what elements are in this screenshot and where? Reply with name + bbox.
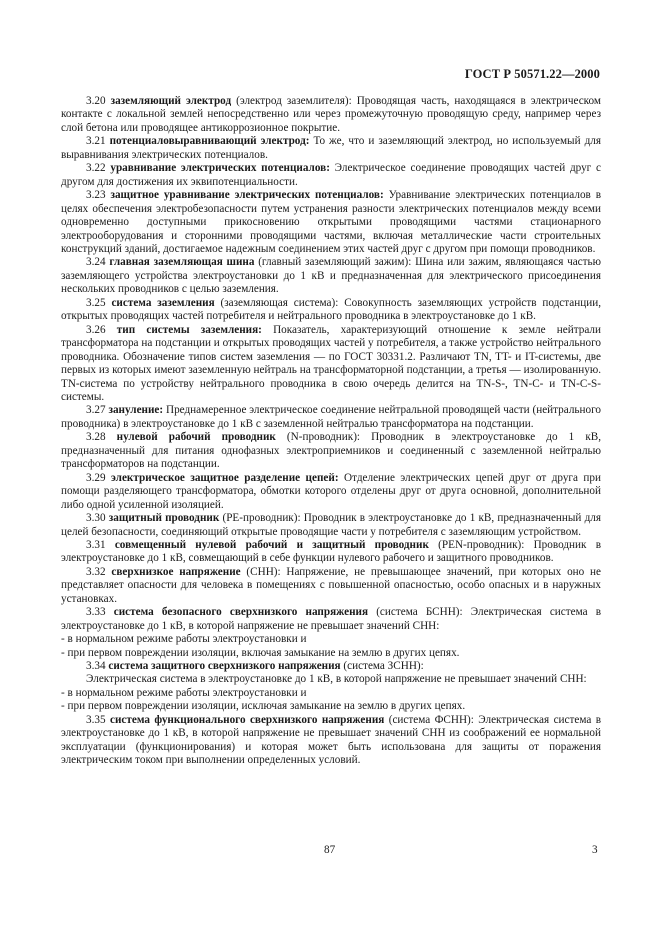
clause-number: 3.29 (86, 471, 106, 484)
term: совмещенный нулевой рабочий и защитный проводник (114, 538, 429, 551)
clause-number: 3.28 (86, 431, 106, 444)
definition: (N-проводник): Проводник в электроустановке до 1 кВ, предназначенный для питания однофазных электроприемников и соединенный с заземленной нейтралью трансформаторов на подстанции. (61, 431, 602, 471)
definition: (главный заземляющий зажим): Шина или зажим, являющаяся частью заземляющего устройства электроустановки до 1 кВ и предназначенная для электрического присоединения нескольких проводников с целью заземления. (61, 256, 601, 296)
clause-number: 3.34 (86, 660, 106, 673)
term: система защитного сверхнизкого напряжения (108, 660, 341, 673)
definition: Электрическое соединение проводящих частей друг с другом для достижения их эквипотенциальности. (61, 162, 601, 188)
document-body (61, 95, 601, 768)
paragraph-3-25 (61, 297, 601, 324)
clause-number: 3.25 (86, 296, 106, 309)
page-number: 87 (324, 844, 336, 856)
clause-number: 3.21 (86, 135, 106, 148)
term: система безопасного сверхнизкого напряжения (113, 606, 369, 619)
paragraph-3-22 (61, 162, 601, 189)
definition: (PE-проводник): Проводник в электроустановке до 1 кВ, предназначенный для целей безопасности, соединяющий открытые проводящие части у потребителя с заземляющим устройством. (61, 512, 602, 538)
term: система заземления (111, 296, 215, 309)
paragraph-3-23 (61, 189, 601, 256)
term: защитное уравнивание электрических потенциалов: (110, 189, 384, 202)
term: сверхнизкое напряжение (111, 565, 241, 578)
definition: Преднамеренное электрическое соединение нейтральной проводящей части (нейтрального проводника) в электроустановке до 1 кВ с заземленной нейтралью трансформатора на подстанции. (61, 404, 602, 430)
definition: (система БСНН): Электрическая система в электроустановке до 1 кВ, в которой напряжение не превышает значений СНН: (61, 606, 602, 632)
paragraph-3-30 (61, 512, 601, 539)
term: уравнивание электрических потенциалов: (110, 162, 330, 175)
definition: (PEN-проводник): Проводник в электроустановке до 1 кВ, совмещающий в себе функции нулевого рабочего и защитного проводников. (61, 538, 601, 565)
definition: (заземляющая система): Совокупность заземляющих устройств подстанции, открытых проводящих частей потребителя и нейтрального проводника в электроустановке до 1 кВ. (61, 296, 602, 323)
definition: Отделение электрических цепей друг от друга при помощи разделяющего трансформатора, обмотки которого отделены друг от друга основной, дополнительной либо одной усиленной изоляцией. (61, 471, 601, 511)
definition: Показатель, характеризующий отношение к земле нейтрали трансформатора на подстанции и открытых проводящих частей у потребителя, а также устройство нейтрального проводника. Обозначение типов систем заземления — по ГОСТ 30331.2. Различают TN, TT- и IT-системы, две первых из которых имеют заземленную нейтраль на трансформаторной подстанции, а третья — изолированную. TN-система по устройству нейтрального проводника в свою очередь делится на TN-S-, TN-C- и TN-C-S-системы. (61, 323, 601, 403)
clause-number: 3.22 (86, 162, 106, 175)
term: нулевой рабочий проводник (116, 431, 276, 444)
paragraph-3-31 (61, 539, 601, 566)
paragraph-3-27 (61, 404, 601, 431)
paragraph-3-21 (61, 135, 601, 162)
term: защитный проводник (108, 512, 220, 525)
clause-number: 3.24 (86, 256, 106, 269)
list-item: - в нормальном режиме работы электроустановки и (61, 633, 307, 646)
definition: (электрод заземлителя): Проводящая часть, находящаяся в электрическом контакте с локальной землей непосредственно или через промежуточную проводящую среду, например через слой бетона или проводящее антикоррозионное покрытие. (61, 95, 601, 134)
standard-code: ГОСТ Р 50571.22—2000 (464, 67, 600, 81)
clause-number: 3.20 (86, 95, 106, 107)
list-item: - в нормальном режиме работы электроустановки и (61, 686, 307, 699)
paragraph-3-33 (61, 606, 601, 633)
term: заземляющий электрод (110, 95, 232, 107)
clause-number: 3.23 (86, 189, 106, 202)
paragraph-3-34 (61, 660, 601, 673)
clause-number: 3.32 (86, 565, 106, 578)
term: система функционального сверхнизкого напряжения (109, 713, 385, 726)
paragraph-3-20 (61, 95, 601, 135)
clause-number: 3.35 (86, 713, 106, 726)
term: тип системы заземления: (116, 323, 262, 336)
term: электрическое защитное разделение цепей: (111, 471, 339, 484)
sheet-number: 3 (592, 844, 598, 856)
paragraph-3-28 (61, 431, 601, 471)
definition: Уравнивание электрических потенциалов в целях обеспечения электробезопасности путем устранения разности электрических потенциалов между всеми одновременно доступными прикосновению открытыми проводящими частями стационарного электрооборудования и сторонними проводящими частями, включая металлические части строительных конструкций зданий, достигаемое надежным соединением этих частей друг с другом при помощи проводников. (61, 189, 601, 255)
paragraph-3-24 (61, 256, 601, 296)
definition: То же, что и заземляющий электрод, но используемый для выравнивания электрических потенциалов. (61, 135, 601, 161)
definition: (система ЗСНН): (340, 660, 424, 673)
paragraph-3-35 (61, 714, 601, 768)
definition: (СНН): Напряжение, не превышающее значений, при которых оно не представляет опасности для человека в помещениях с повышенной опасностью, особо опасных и в наружных установках. (61, 565, 601, 605)
definition: (система ФСНН): Электрическая система в электроустановке до 1 кВ, в которой напряжение не превышает значений СНН из соображений ее нормальной эксплуатации (функционирования) и которая может быть использована для защиты от поражения электрическим током при выполнении определенных условий. (61, 713, 601, 767)
list-item: - при первом повреждении изоляции, включая замыкание на землю в других цепях. (61, 646, 460, 659)
clause-number: 3.26 (86, 323, 106, 336)
term: зануление: (108, 404, 164, 417)
term: потенциаловыравнивающий электрод: (109, 135, 310, 148)
clause-number: 3.31 (86, 538, 106, 551)
paragraph-3-26 (61, 324, 601, 405)
clause-number: 3.30 (86, 512, 106, 525)
clause-number: 3.27 (86, 404, 106, 417)
list-item: - при первом повреждении изоляции, исключая замыкание на землю в других цепях. (61, 700, 466, 713)
paragraph-3-29 (61, 472, 601, 512)
term: главная заземляющая шина (109, 256, 255, 269)
paragraph-3-32 (61, 566, 601, 606)
clause-number: 3.33 (86, 606, 106, 619)
paragraph-3-34-body: Электрическая система в электроустановке до 1 кВ, в которой напряжение не превышает значений СНН: (86, 673, 587, 686)
